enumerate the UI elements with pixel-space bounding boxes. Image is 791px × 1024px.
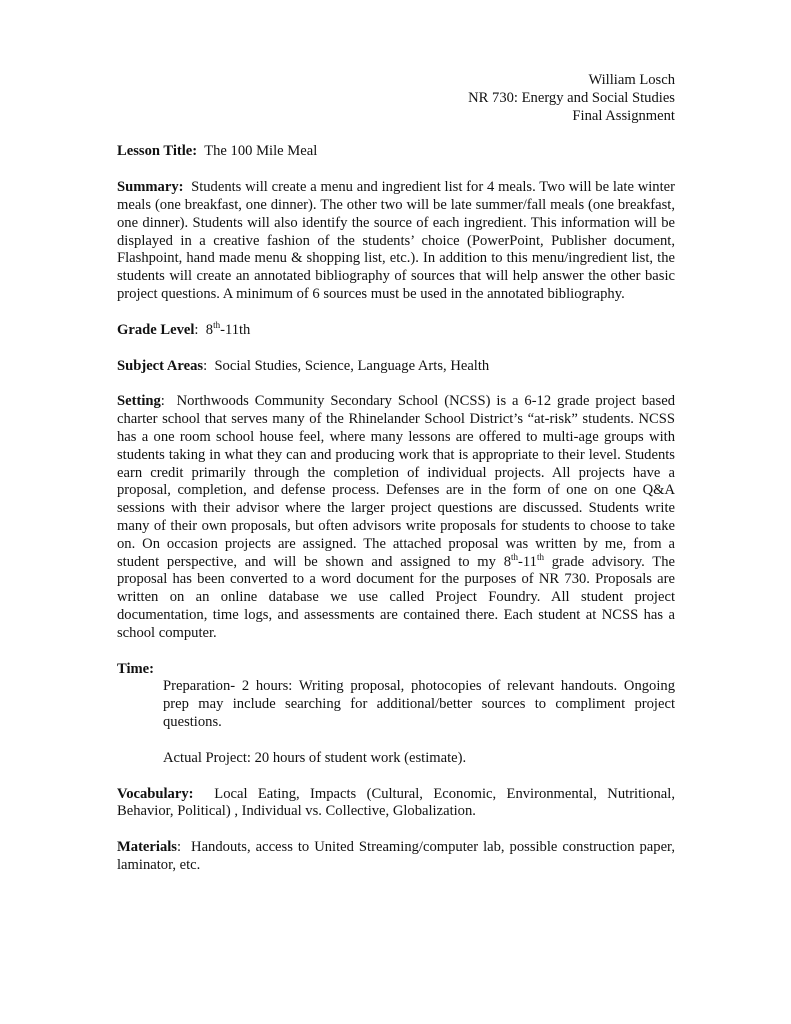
setting-sup-2: th <box>536 551 544 562</box>
setting-text-3: grade advisory. The proposal has been converted to a word document for the purposes of NR 730. Proposals are written on an online database we use called Project Foundry. All student project documentation, time logs, and assessments are contained there. Each student at NCSS has a school computer. <box>117 553 675 641</box>
lesson-title-value: The 100 Mile Meal <box>204 143 318 160</box>
document-page <box>117 72 675 875</box>
grade-level-end: -11th <box>220 321 251 338</box>
time-actual: Actual Project: 20 hours of student work (estimate). <box>163 749 467 766</box>
grade-level-start: 8 <box>205 321 214 338</box>
vocabulary-label: Vocabulary: <box>117 785 194 802</box>
vocabulary-section <box>117 786 675 822</box>
vocabulary-text: Local Eating, Impacts (Cultural, Economic, Environmental, Nutritional, Behavior, Political) , Individual vs. Collective, Globalization. <box>117 785 675 820</box>
subject-areas-label: Subject Areas <box>117 357 204 374</box>
summary-text: Students will create a menu and ingredient list for 4 meals. Two will be late winter meals (one breakfast, one dinner). The other two will be late summer/fall meals (one breakfast, one dinner). Students will also identify the source of each ingredient. This information will be displayed in a creative fashion of the students’ choice (PowerPoint, Publisher document, Flashpoint, hand made menu & shopping list, etc.). In addition to this menu/ingredient list, the students will create an annotated bibliography of sources that will help answer the other basic project questions. A minimum of 6 sources must be used in the annotated bibliography. <box>117 179 676 302</box>
lesson-title-label: Lesson Title: <box>117 143 198 160</box>
author-name: William Losch <box>588 72 675 88</box>
time-section <box>117 661 675 679</box>
setting-label: Setting <box>117 393 161 410</box>
subject-areas-section: Subject Areas: Social Studies, Science, Language Arts, Health <box>117 357 490 374</box>
materials-label: Materials <box>117 839 177 856</box>
setting-text-1: Northwoods Community Secondary School (NCSS) is a 6-12 grade project based charter school that serves many of the Rhinelander School District’s “at-risk” students. NCSS has a one room school house feel, where many lessons are offered to multi-age groups with students taking in what they can and producing work that is appropriate to their level. Students earn credit primarily through the completion of individual projects. All projects have a proposal, completion, and defense process. Defenses are in the form of one on one Q&A sessions with their advisor where the larger project questions are discussed. Students write many of their own proposals, but often advisors write proposals for students to choose to take on. On occasion projects are assigned. The attached proposal was written by me, from a student perspective, and will be shown and assigned to my 8 <box>117 393 675 570</box>
setting-text-2: -11 <box>518 553 537 570</box>
grade-level-start-sup: th <box>213 319 221 330</box>
materials-section: Materials: Handouts, access to United Streaming/computer lab, possible construction paper, laminator, etc. <box>117 839 675 873</box>
subject-areas-value: Social Studies, Science, Language Arts, Health <box>214 357 490 374</box>
setting-sup-1: th <box>511 551 519 562</box>
summary-section <box>117 179 675 304</box>
lesson-title-section <box>117 143 675 161</box>
materials-text: Handouts, access to United Streaming/computer lab, possible construction paper, laminator, etc. <box>117 839 675 873</box>
grade-level-section: Grade Level: 8th-11th <box>117 319 251 338</box>
time-label: Time: <box>117 660 155 677</box>
document-header <box>117 72 675 125</box>
course-name: NR 730: Energy and Social Studies <box>468 89 675 106</box>
assignment-name: Final Assignment <box>572 107 675 124</box>
time-preparation: Preparation- 2 hours: Writing proposal, photocopies of relevant handouts. Ongoing prep may include searching for additional/better sources to compliment project questions. <box>163 678 675 730</box>
summary-label: Summary: <box>117 179 184 196</box>
grade-level-label: Grade Level <box>117 321 195 338</box>
setting-section: Setting: Northwoods Community Secondary School (NCSS) is a 6-12 grade project based charter school that serves many of the Rhinelander School District’s “at-risk” students. NCSS has a one room school house feel, where many lessons are offered to multi-age groups with students taking in what they can and producing work that is appropriate to their level. Students earn credit primarily through the completion of individual projects. All projects have a proposal, completion, and defense process. Defenses are in the form of one on one Q&A sessions with their advisor where the larger project questions are discussed. Students write many of their own proposals, but often advisors write proposals for students to choose to take on. On occasion projects are assigned. The attached proposal was written by me, from a student perspective, and will be shown and assigned to my 8th-11th grade advisory. The proposal has been converted to a word document for the purposes of NR 730. Proposals are written on an online database we use called Project Foundry. All student project documentation, time logs, and assessments are contained there. Each student at NCSS has a school computer. <box>117 393 675 641</box>
